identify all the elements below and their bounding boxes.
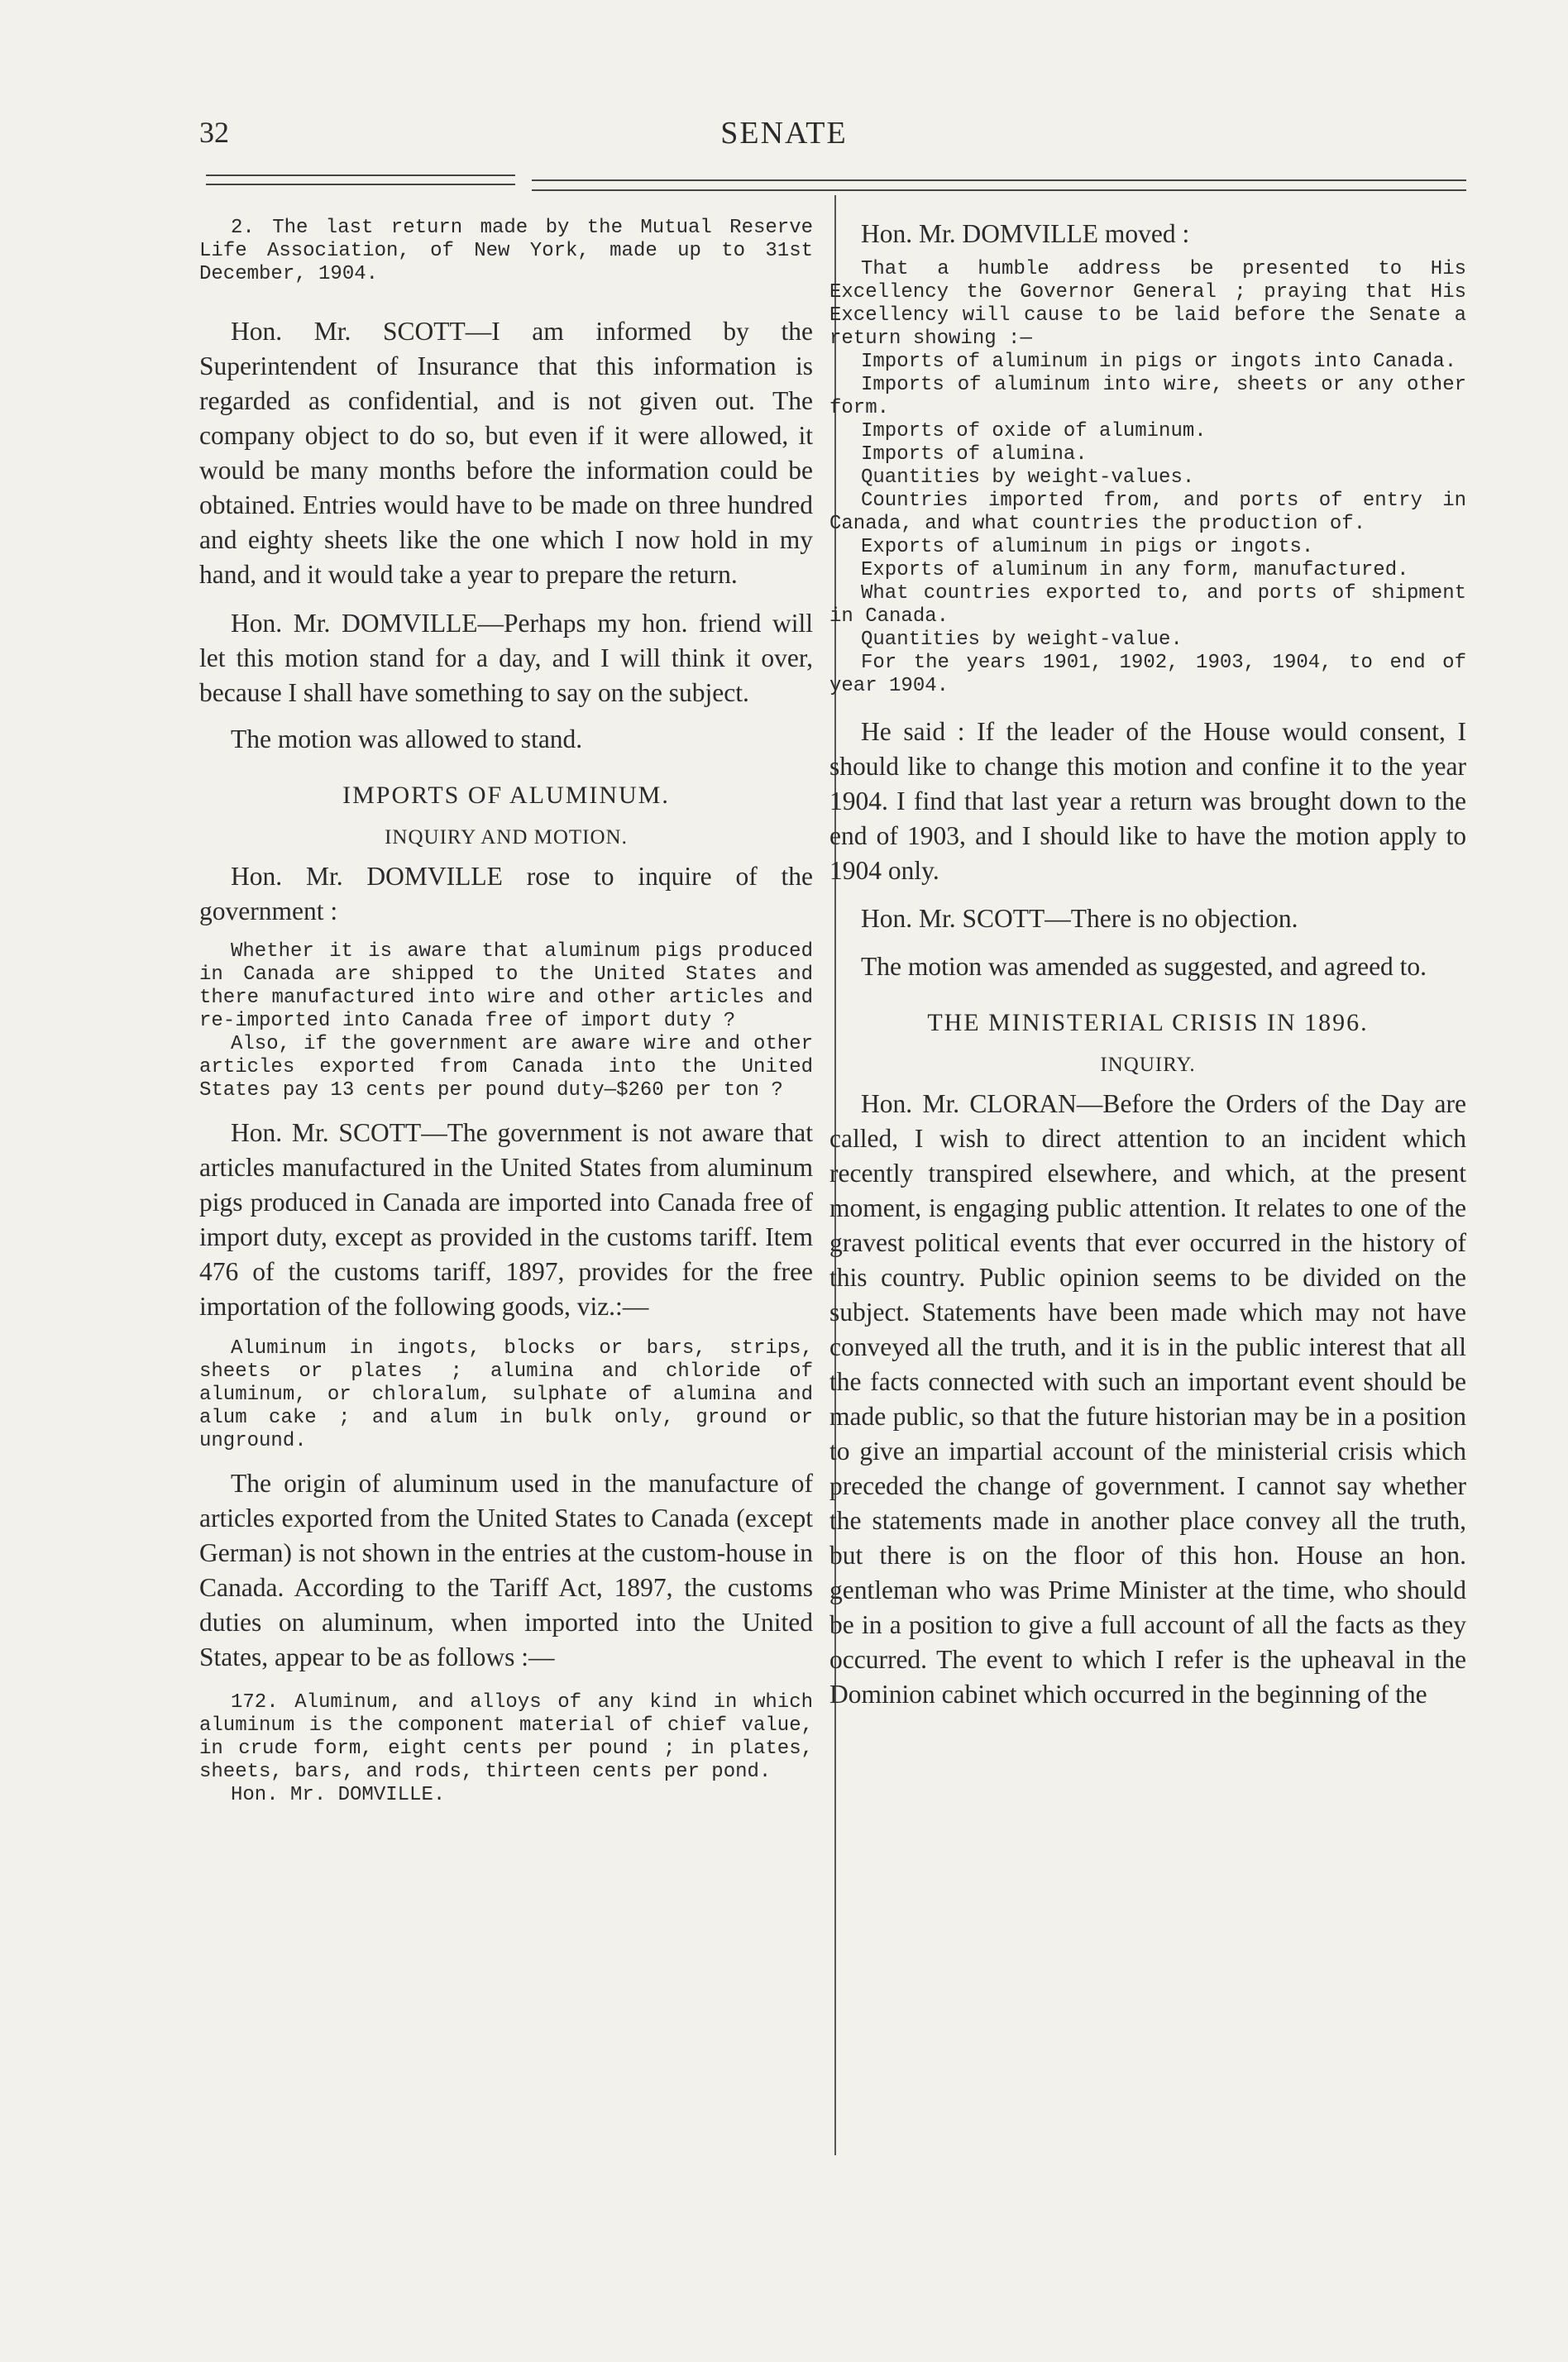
right-block-3: Imports of aluminum in pigs or ingots into Canada. (861, 351, 1457, 373)
header-rule-left-top (206, 175, 515, 176)
right-block-12: Quantities by weight-value. (861, 629, 1183, 651)
left-block-13: 172. Aluminum, and alloys of any kind in which aluminum is the component material of chief value, in crude form, eight cents per pound ; in plates, sheets, bars, and rods, thirteen cents per pond. (199, 1691, 813, 1783)
right-column (829, 217, 1466, 1712)
left-block-9: Also, if the government are aware wire and other articles exported from Canada into the United States pay 13 cents per pound duty—$260 per ton ? (199, 1033, 813, 1102)
right-block-16: The motion was amended as suggested, and agreed to. (861, 952, 1427, 981)
left-block-1: 2. The last return made by the Mutual Reserve Life Association, of New York, made up to 31st December, 1904. (199, 217, 813, 285)
header-rule-right-bottom (532, 189, 1466, 191)
right-block-10: Exports of aluminum in any form, manufactured. (861, 559, 1409, 581)
left-block-12: The origin of aluminum used in the manufacture of articles exported from the United States to Canada (except German) is not shown in the entries at the custom-house in Canada. According to the Tariff Act, 1897, the customs duties on aluminum, when imported into the United States, appear to be as follows :— (199, 1469, 813, 1671)
right-block-9: Exports of aluminum in pigs or ingots. (861, 536, 1314, 558)
left-column (199, 217, 813, 1807)
running-head: SENATE (720, 116, 848, 151)
right-block-7: Quantities by weight-values. (861, 466, 1195, 489)
right-block-19: Hon. Mr. CLORAN—Before the Orders of the Day are called, I wish to direct attention to an incident which recently transpired elsewhere, and which, at the present moment, is engaging public attention. It relates to one of the gravest political events that ever occurred in the history of this country. Public opinion seems to be divided on the subject. Statements have been made which may not have conveyed all the truth, and it is in the public interest that all the facts connected with such an important event should be made public, so that the future historian may be in a position to give an impartial account of the ministerial crisis which preceded the change of government. I cannot say whether the statements made in another place convey all the truth, but there is on the floor of this hon. House an hon. gentleman who was Prime Minister at the time, who should be in a position to give a full account of all the facts as they occurred. The event to which I refer is the upheaval in the Dominion cabinet which occurred in the beginning of the (829, 1089, 1466, 1709)
right-block-4: Imports of aluminum into wire, sheets or any other form. (829, 374, 1466, 419)
right-block-14: He said : If the leader of the House would consent, I should like to change this motion and confine it to the year 1904. I find that last year a return was brought down to the end of 1903, and I should like to have the motion apply to 1904 only. (829, 717, 1466, 885)
right-section-heading: THE MINISTERIAL CRISIS IN 1896. (927, 1009, 1369, 1036)
right-block-15: Hon. Mr. SCOTT—There is no objection. (861, 904, 1298, 933)
right-block-5: Imports of oxide of aluminum. (861, 420, 1207, 442)
page-number: 32 (199, 116, 229, 149)
right-block-8: Countries imported from, and ports of entry in Canada, and what countries the production of. (829, 490, 1466, 535)
left-section-subheading: INQUIRY AND MOTION. (385, 826, 628, 849)
right-block-13: For the years 1901, 1902, 1903, 1904, to end of year 1904. (829, 652, 1466, 697)
header-rule-right-top (532, 179, 1466, 181)
right-block-1: Hon. Mr. DOMVILLE moved : (861, 219, 1190, 248)
left-block-4: The motion was allowed to stand. (231, 724, 583, 753)
left-block-8: Whether it is aware that aluminum pigs produced in Canada are shipped to the United States and there manufactured into wire and other articles and re-imported into Canada free of import duty ? (199, 940, 813, 1032)
left-block-10: Hon. Mr. SCOTT—The government is not aware that articles manufactured in the United States from aluminum pigs produced in Canada are imported into Canada free of import duty, except as provided in the customs tariff. Item 476 of the customs tariff, 1897, provides for the free importation of the following goods, viz.:— (199, 1118, 813, 1321)
right-section-subheading: INQUIRY. (1100, 1054, 1196, 1076)
left-section-heading: IMPORTS OF ALUMINUM. (342, 782, 670, 809)
left-block-7: Hon. Mr. DOMVILLE rose to inquire of the government : (199, 862, 813, 925)
right-block-6: Imports of alumina. (861, 443, 1088, 466)
left-block-2: Hon. Mr. SCOTT—I am informed by the Superintendent of Insurance that this information is regarded as confidential, and is not given out. The company object to do so, but even if it were allowed, it would be many months before the information could be obtained. Entries would have to be made on three hundred and eighty sheets like the one which I now hold in my hand, and it would take a year to prepare the return. (199, 317, 813, 589)
right-block-11: What countries exported to, and ports of shipment in Canada. (829, 582, 1466, 628)
left-block-11: Aluminum in ingots, blocks or bars, strips, sheets or plates ; alumina and chloride of aluminum, or chloralum, sulphate of alumina and alum cake ; and alum in bulk only, ground or unground. (199, 1337, 813, 1452)
left-block-3: Hon. Mr. DOMVILLE—Perhaps my hon. friend will let this motion stand for a day, and I will think it over, because I shall have something to say on the subject. (199, 609, 813, 707)
right-block-2: That a humble address be presented to His Excellency the Governor General ; praying that His Excellency will cause to be laid before the Senate a return showing :— (829, 258, 1466, 350)
left-block-14: Hon. Mr. DOMVILLE. (231, 1784, 446, 1806)
header-rule-left-bottom (206, 184, 515, 185)
